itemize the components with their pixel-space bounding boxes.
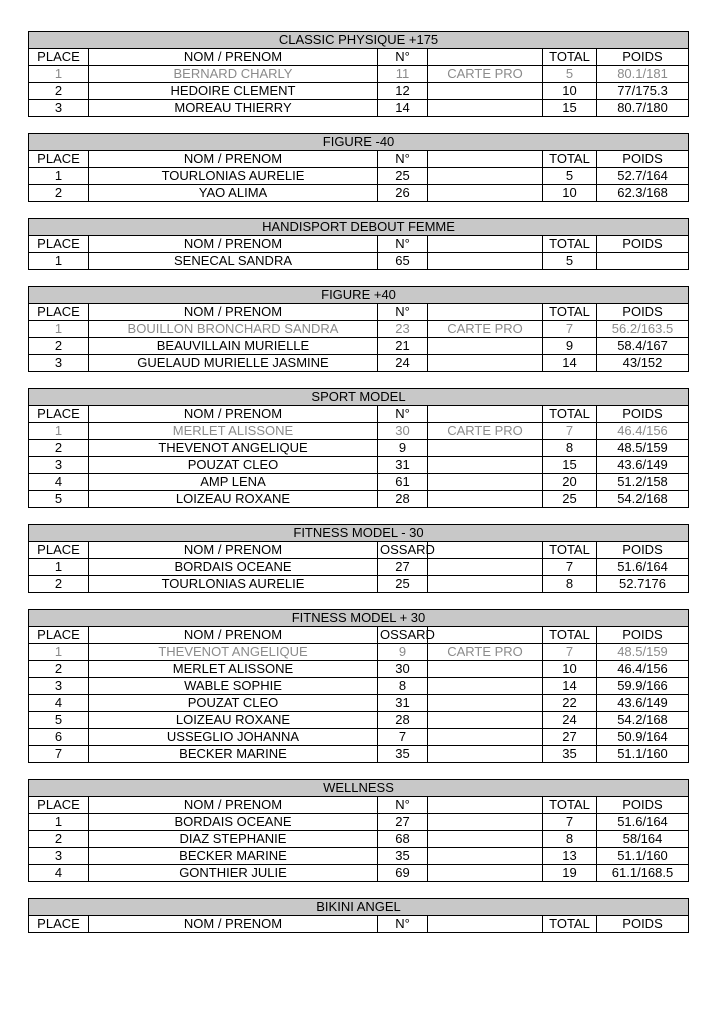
place-header: PLACE (29, 797, 89, 814)
weight-cell: 54.2/168 (597, 491, 689, 508)
weight-cell: 43.6/149 (597, 457, 689, 474)
column-header-row (29, 916, 689, 933)
results-table (28, 388, 689, 508)
place-cell: 2 (29, 185, 89, 202)
card-cell: CARTE PRO (428, 644, 543, 661)
number-cell: 12 (378, 83, 428, 100)
name-cell: BORDAIS OCEANE (89, 559, 378, 576)
name-cell: POUZAT CLEO (89, 695, 378, 712)
name-header: NOM / PRENOM (89, 304, 378, 321)
weight-cell: 80.1/181 (597, 66, 689, 83)
card-cell (428, 253, 543, 270)
number-cell: 28 (378, 491, 428, 508)
table-row (29, 729, 689, 746)
card-cell (428, 848, 543, 865)
number-cell: 24 (378, 355, 428, 372)
number-cell: 26 (378, 185, 428, 202)
table-row (29, 661, 689, 678)
name-cell: BECKER MARINE (89, 746, 378, 763)
place-header: PLACE (29, 49, 89, 66)
weight-cell: 80.7/180 (597, 100, 689, 117)
total-cell: 9 (543, 338, 597, 355)
total-cell: 14 (543, 678, 597, 695)
total-cell: 19 (543, 865, 597, 882)
category-title-row (29, 32, 689, 49)
weight-header: POIDS (597, 797, 689, 814)
number-cell: 27 (378, 814, 428, 831)
number-header: N° (378, 406, 428, 423)
weight-header: POIDS (597, 406, 689, 423)
number-header: OSSARD (378, 627, 428, 644)
name-cell: DIAZ STEPHANIE (89, 831, 378, 848)
name-cell: USSEGLIO JOHANNA (89, 729, 378, 746)
category-title: FIGURE +40 (29, 287, 689, 304)
weight-cell: 58.4/167 (597, 338, 689, 355)
weight-cell: 51.1/160 (597, 848, 689, 865)
category-title: FIGURE -40 (29, 134, 689, 151)
name-cell: BERNARD CHARLY (89, 66, 378, 83)
results-table (28, 779, 689, 882)
number-cell: 30 (378, 423, 428, 440)
name-cell: MERLET ALISSONE (89, 661, 378, 678)
total-header: TOTAL (543, 627, 597, 644)
total-cell: 7 (543, 644, 597, 661)
number-cell: 68 (378, 831, 428, 848)
total-cell: 5 (543, 253, 597, 270)
category-title: SPORT MODEL (29, 389, 689, 406)
weight-cell: 52.7176 (597, 576, 689, 593)
number-cell: 9 (378, 644, 428, 661)
number-header: N° (378, 236, 428, 253)
number-cell: 9 (378, 440, 428, 457)
name-cell: BEAUVILLAIN MURIELLE (89, 338, 378, 355)
category-title-row (29, 389, 689, 406)
table-row (29, 355, 689, 372)
table-row (29, 321, 689, 338)
name-cell: BOUILLON BRONCHARD SANDRA (89, 321, 378, 338)
results-table (28, 31, 689, 117)
number-cell: 11 (378, 66, 428, 83)
number-cell: 31 (378, 457, 428, 474)
results-table (28, 286, 689, 372)
card-header (428, 49, 543, 66)
total-header: TOTAL (543, 797, 597, 814)
place-header: PLACE (29, 406, 89, 423)
number-header: N° (378, 304, 428, 321)
total-cell: 7 (543, 321, 597, 338)
total-cell: 10 (543, 185, 597, 202)
card-cell (428, 576, 543, 593)
table-row (29, 168, 689, 185)
name-header: NOM / PRENOM (89, 542, 378, 559)
card-cell (428, 457, 543, 474)
table-row (29, 83, 689, 100)
table-row (29, 100, 689, 117)
weight-header: POIDS (597, 304, 689, 321)
place-cell: 2 (29, 338, 89, 355)
column-header-row (29, 542, 689, 559)
card-cell (428, 678, 543, 695)
card-cell (428, 338, 543, 355)
weight-cell (597, 253, 689, 270)
card-cell (428, 491, 543, 508)
category-title: FITNESS MODEL - 30 (29, 525, 689, 542)
results-table (28, 524, 689, 593)
card-header (428, 797, 543, 814)
table-row (29, 678, 689, 695)
place-cell: 6 (29, 729, 89, 746)
weight-cell: 51.2/158 (597, 474, 689, 491)
table-row (29, 712, 689, 729)
category-title: CLASSIC PHYSIQUE +175 (29, 32, 689, 49)
table-row (29, 814, 689, 831)
results-table (28, 609, 689, 763)
name-header: NOM / PRENOM (89, 627, 378, 644)
weight-cell: 48.5/159 (597, 440, 689, 457)
card-cell (428, 695, 543, 712)
weight-header: POIDS (597, 236, 689, 253)
place-cell: 4 (29, 474, 89, 491)
weight-cell: 51.6/164 (597, 814, 689, 831)
place-header: PLACE (29, 236, 89, 253)
number-header: N° (378, 916, 428, 933)
card-header (428, 406, 543, 423)
total-cell: 27 (543, 729, 597, 746)
place-cell: 1 (29, 423, 89, 440)
name-header: NOM / PRENOM (89, 49, 378, 66)
name-cell: WABLE SOPHIE (89, 678, 378, 695)
name-cell: THEVENOT ANGELIQUE (89, 440, 378, 457)
number-cell: 65 (378, 253, 428, 270)
card-cell (428, 814, 543, 831)
total-cell: 15 (543, 100, 597, 117)
card-cell (428, 440, 543, 457)
table-row (29, 338, 689, 355)
card-header (428, 151, 543, 168)
number-cell: 35 (378, 848, 428, 865)
place-cell: 4 (29, 695, 89, 712)
weight-cell: 61.1/168.5 (597, 865, 689, 882)
card-cell: CARTE PRO (428, 66, 543, 83)
name-cell: GONTHIER JULIE (89, 865, 378, 882)
table-row (29, 185, 689, 202)
total-header: TOTAL (543, 542, 597, 559)
total-cell: 15 (543, 457, 597, 474)
place-header: PLACE (29, 151, 89, 168)
number-cell: 23 (378, 321, 428, 338)
total-header: TOTAL (543, 304, 597, 321)
number-cell: 69 (378, 865, 428, 882)
place-header: PLACE (29, 627, 89, 644)
category-title-row (29, 134, 689, 151)
number-cell: 14 (378, 100, 428, 117)
weight-cell: 62.3/168 (597, 185, 689, 202)
category-title-row (29, 287, 689, 304)
name-cell: LOIZEAU ROXANE (89, 712, 378, 729)
category-title: HANDISPORT DEBOUT FEMME (29, 219, 689, 236)
column-header-row (29, 304, 689, 321)
name-cell: AMP LENA (89, 474, 378, 491)
place-header: PLACE (29, 542, 89, 559)
card-header (428, 916, 543, 933)
table-row (29, 474, 689, 491)
card-cell (428, 168, 543, 185)
name-cell: MOREAU THIERRY (89, 100, 378, 117)
table-row (29, 831, 689, 848)
name-cell: YAO ALIMA (89, 185, 378, 202)
name-cell: BECKER MARINE (89, 848, 378, 865)
weight-cell: 54.2/168 (597, 712, 689, 729)
total-cell: 7 (543, 559, 597, 576)
category-title-row (29, 899, 689, 916)
total-cell: 5 (543, 66, 597, 83)
column-header-row (29, 49, 689, 66)
number-cell: 25 (378, 168, 428, 185)
table-row (29, 746, 689, 763)
weight-cell: 46.4/156 (597, 423, 689, 440)
number-header: N° (378, 151, 428, 168)
place-cell: 1 (29, 168, 89, 185)
weight-header: POIDS (597, 627, 689, 644)
total-cell: 8 (543, 576, 597, 593)
card-cell (428, 100, 543, 117)
weight-header: POIDS (597, 49, 689, 66)
card-cell (428, 83, 543, 100)
number-cell: 30 (378, 661, 428, 678)
table-row (29, 576, 689, 593)
number-cell: 61 (378, 474, 428, 491)
card-cell (428, 355, 543, 372)
category-title-row (29, 219, 689, 236)
total-cell: 8 (543, 440, 597, 457)
name-header: NOM / PRENOM (89, 797, 378, 814)
total-header: TOTAL (543, 151, 597, 168)
category-title-row (29, 780, 689, 797)
place-cell: 5 (29, 712, 89, 729)
column-header-row (29, 406, 689, 423)
weight-header: POIDS (597, 542, 689, 559)
card-cell: CARTE PRO (428, 423, 543, 440)
place-cell: 3 (29, 100, 89, 117)
weight-cell: 52.7/164 (597, 168, 689, 185)
number-cell: 7 (378, 729, 428, 746)
weight-cell: 77/175.3 (597, 83, 689, 100)
place-cell: 4 (29, 865, 89, 882)
name-cell: HEDOIRE CLEMENT (89, 83, 378, 100)
name-cell: SENECAL SANDRA (89, 253, 378, 270)
place-cell: 3 (29, 848, 89, 865)
card-header (428, 236, 543, 253)
total-header: TOTAL (543, 406, 597, 423)
place-header: PLACE (29, 304, 89, 321)
table-row (29, 423, 689, 440)
total-cell: 8 (543, 831, 597, 848)
results-table (28, 133, 689, 202)
name-cell: GUELAUD MURIELLE JASMINE (89, 355, 378, 372)
place-header: PLACE (29, 916, 89, 933)
number-header: OSSARD (378, 542, 428, 559)
column-header-row (29, 236, 689, 253)
name-cell: MERLET ALISSONE (89, 423, 378, 440)
place-cell: 3 (29, 457, 89, 474)
number-header: N° (378, 49, 428, 66)
place-cell: 2 (29, 831, 89, 848)
table-row (29, 848, 689, 865)
name-header: NOM / PRENOM (89, 236, 378, 253)
place-cell: 1 (29, 321, 89, 338)
total-cell: 20 (543, 474, 597, 491)
table-row (29, 457, 689, 474)
name-header: NOM / PRENOM (89, 151, 378, 168)
weight-header: POIDS (597, 151, 689, 168)
weight-cell: 43.6/149 (597, 695, 689, 712)
card-cell (428, 559, 543, 576)
place-cell: 2 (29, 440, 89, 457)
total-cell: 7 (543, 423, 597, 440)
place-cell: 3 (29, 678, 89, 695)
category-title: FITNESS MODEL + 30 (29, 610, 689, 627)
card-cell (428, 185, 543, 202)
total-cell: 10 (543, 83, 597, 100)
card-cell (428, 746, 543, 763)
total-cell: 10 (543, 661, 597, 678)
place-cell: 5 (29, 491, 89, 508)
weight-cell: 48.5/159 (597, 644, 689, 661)
total-cell: 13 (543, 848, 597, 865)
name-cell: TOURLONIAS AURELIE (89, 576, 378, 593)
number-cell: 28 (378, 712, 428, 729)
column-header-row (29, 151, 689, 168)
total-cell: 25 (543, 491, 597, 508)
weight-header: POIDS (597, 916, 689, 933)
card-cell (428, 865, 543, 882)
place-cell: 1 (29, 66, 89, 83)
results-table (28, 898, 689, 933)
table-row (29, 559, 689, 576)
card-cell: CARTE PRO (428, 321, 543, 338)
total-cell: 7 (543, 814, 597, 831)
table-row (29, 440, 689, 457)
weight-cell: 51.6/164 (597, 559, 689, 576)
number-cell: 8 (378, 678, 428, 695)
category-title-row (29, 525, 689, 542)
total-header: TOTAL (543, 236, 597, 253)
total-header: TOTAL (543, 916, 597, 933)
place-cell: 2 (29, 661, 89, 678)
number-header: N° (378, 797, 428, 814)
card-cell (428, 712, 543, 729)
table-row (29, 695, 689, 712)
card-cell (428, 729, 543, 746)
category-title: BIKINI ANGEL (29, 899, 689, 916)
name-cell: THEVENOT ANGELIQUE (89, 644, 378, 661)
column-header-row (29, 627, 689, 644)
table-row (29, 865, 689, 882)
weight-cell: 43/152 (597, 355, 689, 372)
table-row (29, 253, 689, 270)
total-header: TOTAL (543, 49, 597, 66)
number-cell: 31 (378, 695, 428, 712)
weight-cell: 51.1/160 (597, 746, 689, 763)
name-cell: LOIZEAU ROXANE (89, 491, 378, 508)
weight-cell: 56.2/163.5 (597, 321, 689, 338)
place-cell: 2 (29, 576, 89, 593)
total-cell: 24 (543, 712, 597, 729)
card-header (428, 542, 543, 559)
table-row (29, 491, 689, 508)
name-header: NOM / PRENOM (89, 406, 378, 423)
name-header: NOM / PRENOM (89, 916, 378, 933)
total-cell: 14 (543, 355, 597, 372)
place-cell: 1 (29, 253, 89, 270)
number-cell: 35 (378, 746, 428, 763)
number-cell: 21 (378, 338, 428, 355)
table-row (29, 644, 689, 661)
place-cell: 1 (29, 559, 89, 576)
results-table (28, 218, 689, 270)
number-cell: 25 (378, 576, 428, 593)
place-cell: 3 (29, 355, 89, 372)
card-header (428, 304, 543, 321)
total-cell: 5 (543, 168, 597, 185)
name-cell: POUZAT CLEO (89, 457, 378, 474)
place-cell: 1 (29, 644, 89, 661)
card-cell (428, 831, 543, 848)
place-cell: 7 (29, 746, 89, 763)
category-title: WELLNESS (29, 780, 689, 797)
card-cell (428, 661, 543, 678)
category-title-row (29, 610, 689, 627)
column-header-row (29, 797, 689, 814)
number-cell: 27 (378, 559, 428, 576)
weight-cell: 59.9/166 (597, 678, 689, 695)
total-cell: 35 (543, 746, 597, 763)
results-document (28, 31, 688, 949)
place-cell: 1 (29, 814, 89, 831)
weight-cell: 58/164 (597, 831, 689, 848)
card-header (428, 627, 543, 644)
name-cell: BORDAIS OCEANE (89, 814, 378, 831)
name-cell: TOURLONIAS AURELIE (89, 168, 378, 185)
place-cell: 2 (29, 83, 89, 100)
total-cell: 22 (543, 695, 597, 712)
table-row (29, 66, 689, 83)
card-cell (428, 474, 543, 491)
weight-cell: 50.9/164 (597, 729, 689, 746)
weight-cell: 46.4/156 (597, 661, 689, 678)
